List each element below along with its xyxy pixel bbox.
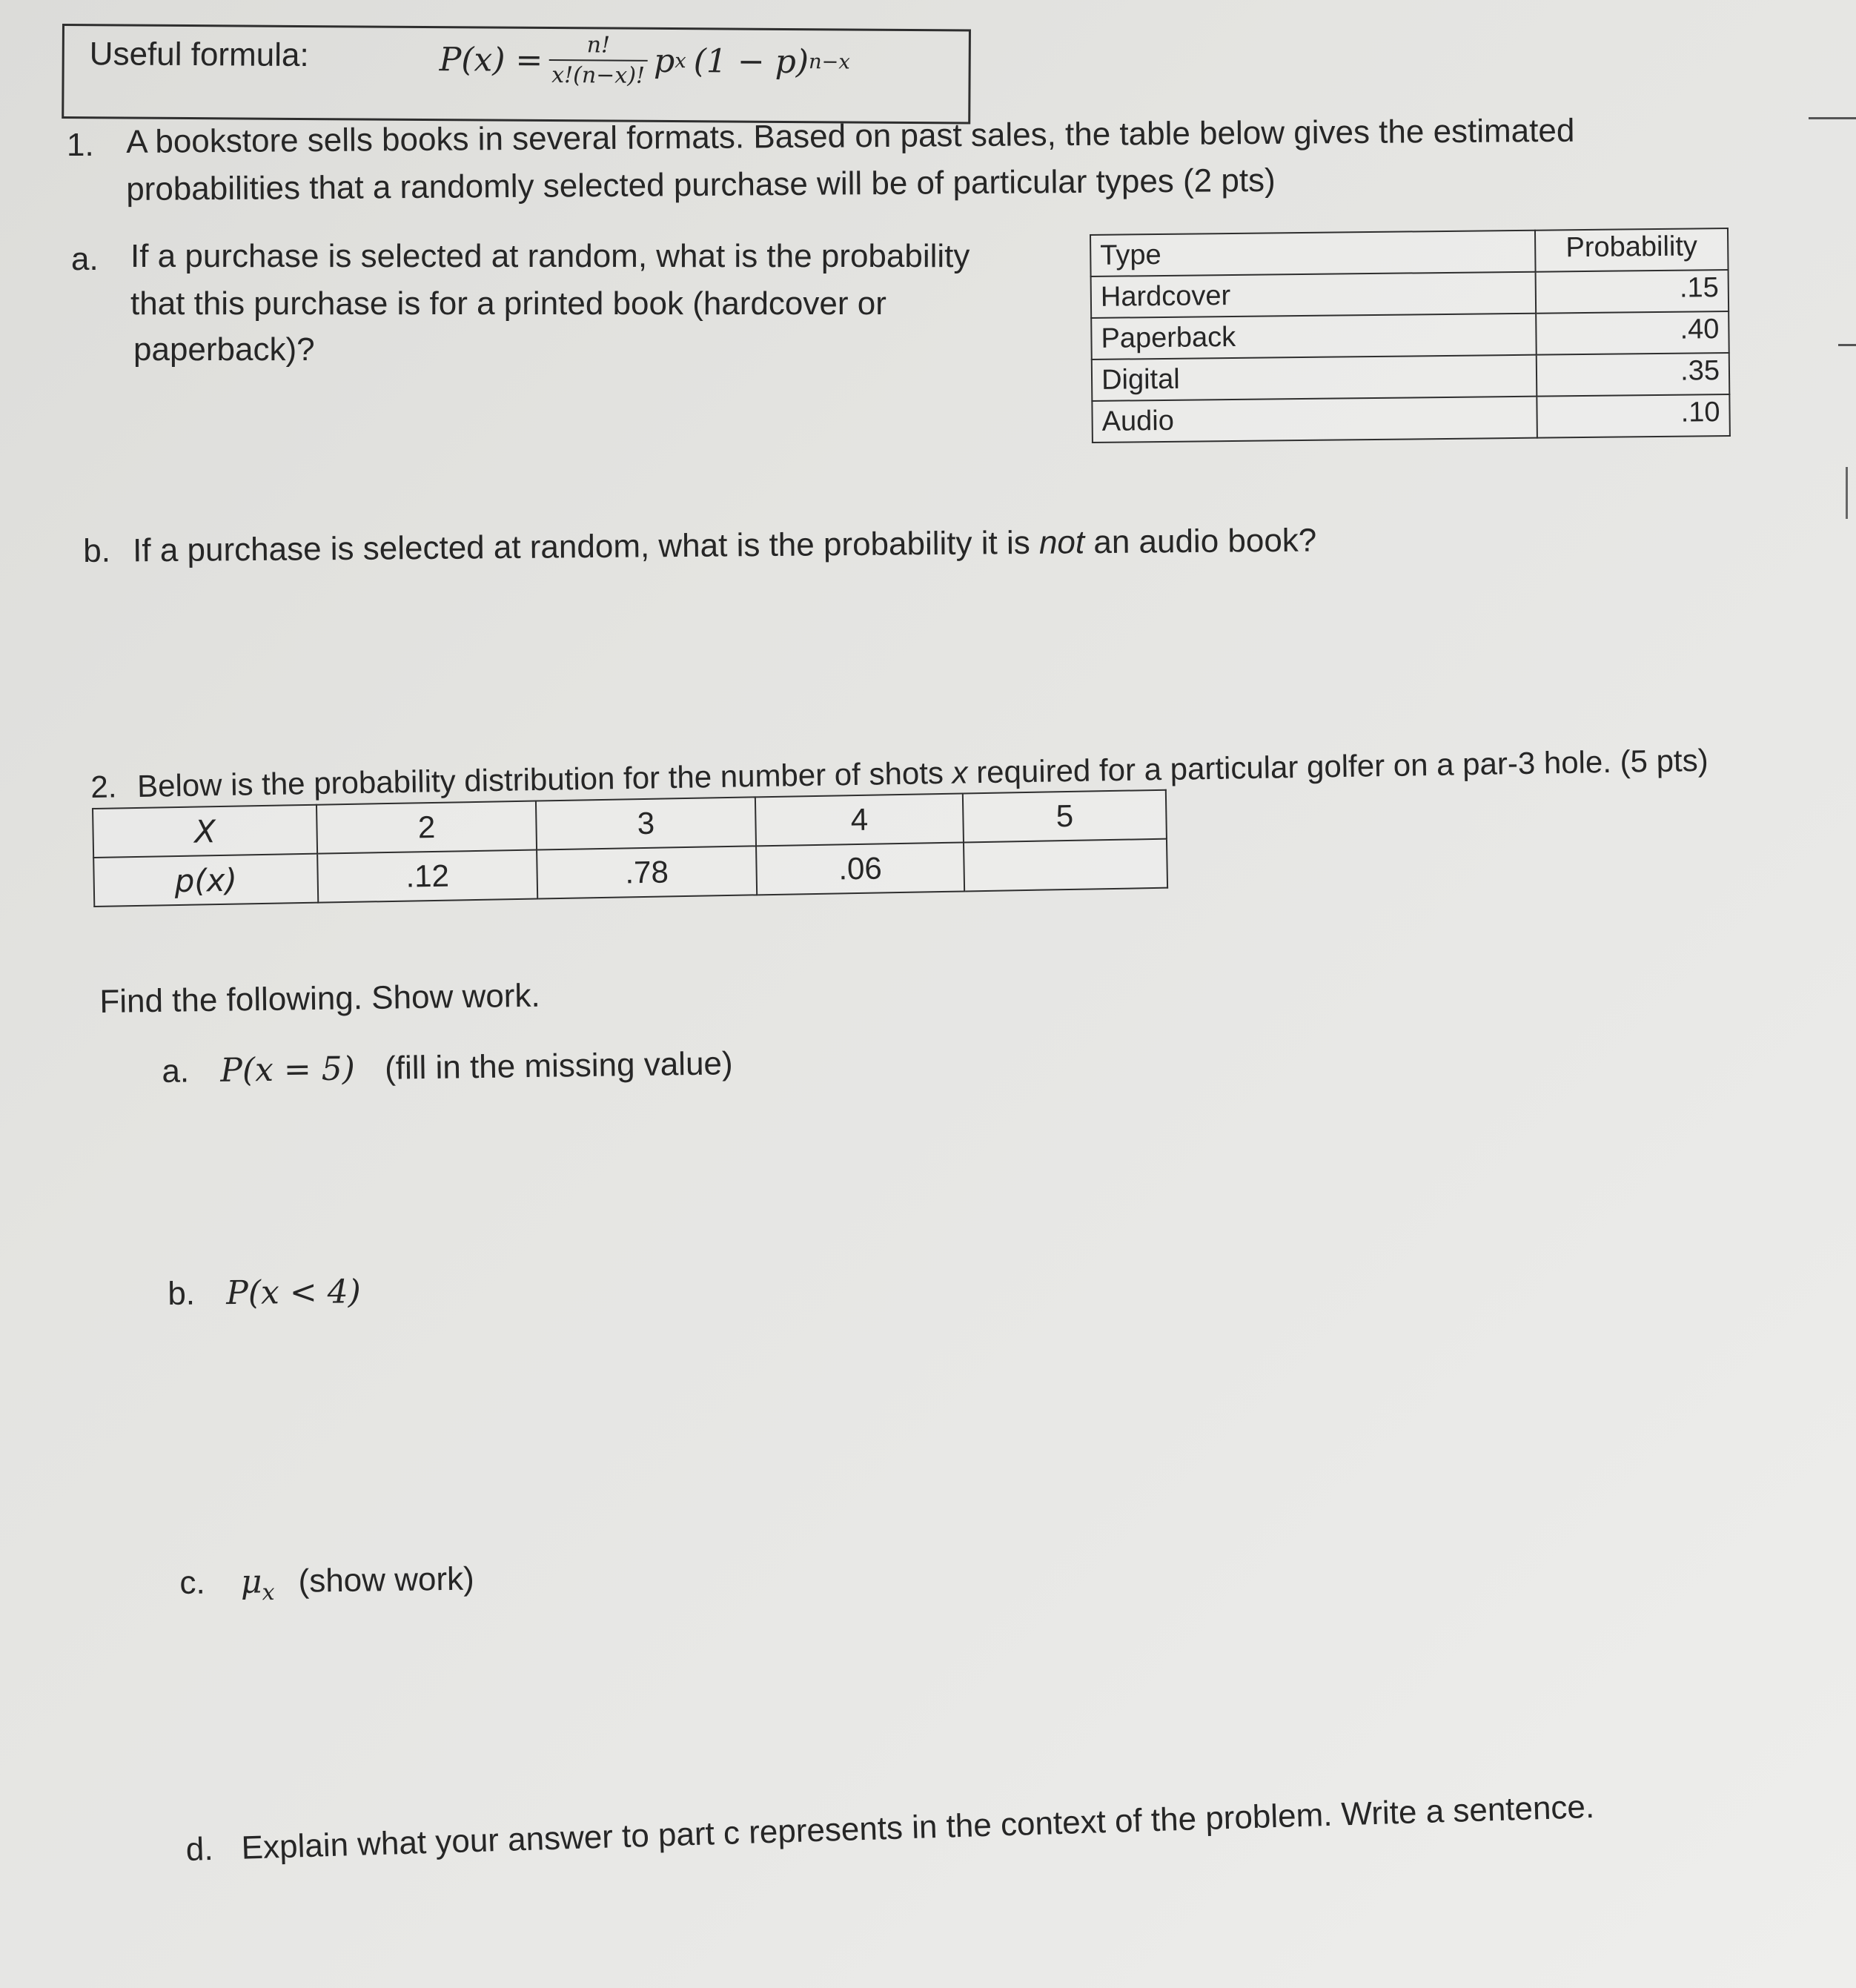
- table-row: [1091, 270, 1729, 318]
- type-cell: Hardcover: [1091, 272, 1537, 318]
- q1b-letter: b.: [83, 532, 111, 569]
- formula-lhs: P(x) =: [439, 40, 543, 79]
- binomial-formula: [439, 31, 850, 90]
- formula-exp-x: x: [675, 49, 686, 73]
- edge-line-top: [1809, 117, 1856, 119]
- q2d-text: Explain what your answer to part c represents in the context of the problem. Write a sentence.: [240, 1788, 1595, 1866]
- p-value-cell: .12: [317, 850, 537, 903]
- formula-base-p: p: [653, 42, 675, 80]
- x-value-cell: 3: [536, 797, 756, 849]
- q2c-note: (show work): [298, 1560, 475, 1600]
- q2a-letter: a.: [162, 1053, 190, 1090]
- q2-text-after: required for a particular golfer on a par-3 hole. (5 pts): [967, 742, 1708, 790]
- q2a-math: P(x = 5): [219, 1050, 356, 1090]
- header-type: Type: [1090, 231, 1536, 276]
- q1a-line2: that this purchase is for a printed book (hardcover or: [130, 285, 886, 322]
- q1b-question: [83, 520, 1317, 571]
- q2a-item: [162, 1043, 733, 1092]
- edge-line-mid: [1838, 344, 1856, 346]
- q2d-item: [185, 1786, 1595, 1870]
- x-value-cell: 4: [755, 793, 964, 846]
- probability-cell: .15: [1536, 270, 1729, 314]
- q1a-line1: If a purchase is selected at random, what is the probability: [130, 238, 970, 274]
- q2b-math: P(x < 4): [225, 1273, 362, 1313]
- p-value-cell: .06: [756, 842, 964, 895]
- golf-distribution-table: [92, 789, 1168, 907]
- formula-base-1-p: (1 − p): [693, 42, 809, 81]
- q2c-subscript: x: [262, 1580, 275, 1606]
- formula-box: [62, 24, 971, 124]
- x-value-cell: 5: [963, 790, 1167, 843]
- q2a-note: (fill in the missing value): [384, 1045, 733, 1087]
- table-row: [1092, 394, 1730, 443]
- p-value-cell-missing: [964, 839, 1167, 892]
- q1-number: 1.: [67, 127, 94, 163]
- probability-cell: .10: [1537, 394, 1730, 438]
- q1-text-line1: A bookstore sells books in several formats. Based on past sales, the table below gives the estimated: [126, 112, 1575, 160]
- formula-numerator: n!: [586, 32, 611, 59]
- q2b-item: [168, 1271, 361, 1314]
- q1b-emphasis: not: [1038, 524, 1085, 561]
- q2b-letter: b.: [168, 1275, 196, 1312]
- table-header-row: [1090, 228, 1729, 276]
- q2-number: 2.: [90, 769, 117, 804]
- q1b-text-before: If a purchase is selected at random, what is the probability it is: [132, 524, 1040, 569]
- probability-cell: .35: [1537, 353, 1730, 397]
- type-cell: Audio: [1092, 397, 1537, 443]
- q1a-letter: a.: [71, 241, 99, 277]
- q2c-letter: c.: [179, 1564, 205, 1601]
- type-cell: Digital: [1092, 355, 1537, 401]
- formula-denominator: x!(n−x)!: [551, 62, 646, 89]
- q2-variable: x: [952, 755, 968, 790]
- format-probability-table: [1090, 228, 1731, 443]
- q2-find-instruction: Find the following. Show work.: [99, 977, 540, 1020]
- edge-line-vertical: [1846, 467, 1848, 519]
- q1b-text-after: an audio book?: [1084, 522, 1317, 561]
- header-probability: Probability: [1535, 228, 1729, 272]
- q2-text-before: Below is the probability distribution for the number of shots: [136, 755, 952, 804]
- q1a-line3: paperback)?: [133, 331, 315, 368]
- probability-cell: .40: [1536, 311, 1729, 355]
- q2c-mu: μ: [240, 1563, 262, 1601]
- type-cell: Paperback: [1091, 314, 1537, 360]
- table-row: [1092, 353, 1730, 401]
- q2d-letter: d.: [185, 1830, 214, 1868]
- formula-label: Useful formula:: [89, 36, 309, 74]
- row-label-px: p(x): [93, 854, 318, 907]
- x-value-cell: 2: [316, 801, 537, 854]
- row-label-x: X: [93, 805, 317, 858]
- formula-fraction: [548, 32, 648, 89]
- table-row: [1091, 311, 1729, 360]
- q1-text-line2: probabilities that a randomly selected purchase will be of particular types (2 pts): [126, 162, 1276, 208]
- formula-exp-n-x: n−x: [808, 50, 850, 73]
- p-value-cell: .78: [537, 846, 757, 898]
- q2c-item: [179, 1558, 474, 1608]
